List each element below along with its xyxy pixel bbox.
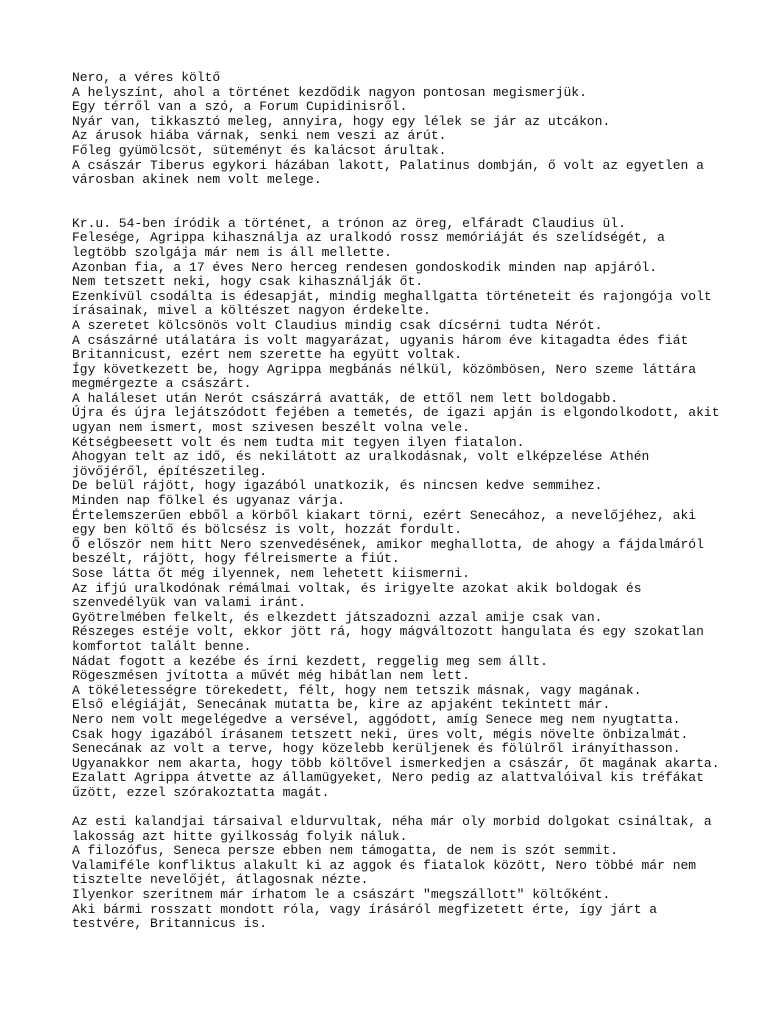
- text-line: Első elégiáját, Senecának mutatta be, kire az apjaként tekintett már.: [72, 697, 611, 713]
- text-line: ugyan nem ismert, most szivesen beszélt volna vele.: [72, 420, 470, 436]
- text-line: Kr.u. 54-ben íródik a történet, a trónon az öreg, elfáradt Claudius ül.: [72, 215, 626, 231]
- text-line: Senecának az volt a terve, hogy közelebb kerüljenek és fölülről irányíthasson.: [72, 741, 681, 757]
- text-line: Minden nap fölkel és ugyanaz várja.: [72, 493, 346, 509]
- text-line: Rögeszmésen jvította a művét még hibátlan nem lett.: [72, 668, 470, 684]
- text-line: lakosság azt hitte gyilkosság folyik náluk.: [72, 828, 408, 844]
- text-line: Az árusok hiába várnak, senki nem veszi az árút.: [72, 128, 447, 144]
- text-line: Nádat fogott a kezébe és írni kezdett, reggelig meg sem állt.: [72, 653, 548, 669]
- text-line: szenvedélyük van valami iránt.: [72, 595, 307, 611]
- text-line: A császárné utálatára is volt magyarázat, ugyanis három éve kitagadta édes fiát: [72, 332, 689, 348]
- text-line: Kétségbeesett volt és nem tudta mit tegyen ilyen fiatalon.: [72, 434, 525, 450]
- text-line: Britannicust, ezért nem szerette ha együtt voltak.: [72, 347, 463, 363]
- text-line: A haláleset után Nerót császárrá avatták, de ettől nem lett boldogabb.: [72, 390, 619, 406]
- text-line: A filozófus, Seneca persze ebben nem támogatta, de nem is szót semmit.: [72, 843, 619, 859]
- text-line: Csak hogy igazából írásanem tetszett neki, üres volt, mégis növelte önbizalmát.: [72, 726, 689, 742]
- text-line: Egy térről van a szó, a Forum Cupidinisről.: [72, 99, 408, 115]
- text-line: egy ben költő és bölcsész is volt, hozzát fordult.: [72, 522, 463, 538]
- paragraph-story: [72, 217, 728, 801]
- text-line: űzött, ezzel szórakoztatta magát.: [72, 784, 330, 800]
- text-line: Gyötrelmében felkelt, és elkezdett játszadozni azzal amije csak van.: [72, 609, 603, 625]
- text-line: Az esti kalandjai társaival eldurvultak, néha már oly morbid dolgokat csináltak, a: [72, 814, 712, 830]
- text-line: Ezalatt Agrippa átvette az államügyeket, Nero pedig az alattvalóival kis tréfákat: [72, 770, 704, 786]
- text-line: Főleg gyümölcsöt, süteményt és kalácsot árultak.: [72, 142, 447, 158]
- paragraph-spacer: [72, 188, 728, 217]
- paragraph-intro: [72, 71, 728, 188]
- text-line: A császár Tiberus egykori házában lakott, Palatinus dombján, ő volt az egyetlen a: [72, 157, 704, 173]
- paragraph-ending: [72, 815, 728, 932]
- document-title: Nero, a véres költő: [72, 70, 221, 85]
- text-line: A tökéletességre törekedett, félt, hogy nem tetszik másnak, vagy magának.: [72, 682, 642, 698]
- text-line: Azonban fia, a 17 éves Nero herceg rendesen gondoskodik minden nap apjáról.: [72, 259, 658, 275]
- text-line: városban akinek nem volt melege.: [72, 172, 322, 188]
- text-line: testvére, Britannicus is.: [72, 916, 268, 932]
- text-line: megmérgezte a császárt.: [72, 376, 252, 392]
- text-line: Aki bármi rosszatt mondott róla, vagy írásáról megfizetett érte, így járt a: [72, 901, 658, 917]
- text-line: A szeretet kölcsönös volt Claudius mindig csak dícsérni tudta Nérót.: [72, 317, 603, 333]
- text-line: Nem tetszett neki, hogy csak kihasználják őt.: [72, 274, 424, 290]
- text-line: Újra és újra lejátszódott fejében a temetés, de igazi apján is elgondolkodott, akit: [72, 405, 720, 421]
- text-line: Ilyenkor szeritnem már írhatom le a császárt "megszállott" költőként.: [72, 887, 611, 903]
- text-line: Nero nem volt megelégedve a versével, aggódott, amíg Senece meg nem nyugtatta.: [72, 711, 681, 727]
- text-line: Az ifjú uralkodónak rémálmai voltak, és irigyelte azokat akik boldogak és: [72, 580, 642, 596]
- text-line: Értelemszerűen ebből a körből kiakart törni, ezért Senecához, a nevelőjéhez, aki: [72, 507, 697, 523]
- text-line: A helyszínt, ahol a történet kezdődik nagyon pontosan megismerjük.: [72, 84, 587, 100]
- text-line: Részeges estéje volt, ekkor jött rá, hogy mágváltozott hangulata és egy szokatlan: [72, 624, 704, 640]
- text-line: Valamiféle konfliktus alakult ki az aggok és fiatalok között, Nero többé már nem: [72, 857, 697, 873]
- text-line: jövőjéről, építészetileg.: [72, 463, 268, 479]
- text-line: Ezenkívül csodálta is édesapját, mindig meghallgatta történeteit és rajongója volt: [72, 288, 712, 304]
- text-line: Ő először nem hitt Nero szenvedésének, amikor meghallotta, de ahogy a fájdalmáról: [72, 536, 704, 552]
- text-line: Így következett be, hogy Agrippa megbánás nélkül, közömbösen, Nero szeme láttára: [72, 361, 697, 377]
- text-line: Felesége, Agrippa kihasználja az uralkodó rossz memóriáját és szelídségét, a: [72, 230, 665, 246]
- paragraph-spacer: [72, 801, 728, 816]
- text-line: De belül rájött, hogy igazából unatkozik, és nincsen kedve semmihez.: [72, 478, 603, 494]
- text-line: tisztelte nevelőjét, átlagosnak nézte.: [72, 872, 369, 888]
- text-line: komfortot talált benne.: [72, 638, 252, 654]
- text-line: Ahogyan telt az idő, és nekilátott az uralkodásnak, volt elképzelése Athén: [72, 449, 650, 465]
- text-line: Sose látta őt még ilyennek, nem lehetett kiismerni.: [72, 566, 470, 581]
- text-line: beszélt, rájött, hogy félreismerte a fiút.: [72, 551, 400, 567]
- text-line: írásainak, mivel a költészet nagyon érdekelte.: [72, 303, 431, 319]
- text-line: Nyár van, tikkasztó meleg, annyira, hogy egy lélek se jár az utcákon.: [72, 113, 611, 129]
- text-line: Ugyanakkor nem akarta, hogy több költővel ismerkedjen a császár, őt magának akarta.: [72, 755, 720, 771]
- text-line: legtöbb szolgája már nem is áll mellette.: [72, 244, 392, 260]
